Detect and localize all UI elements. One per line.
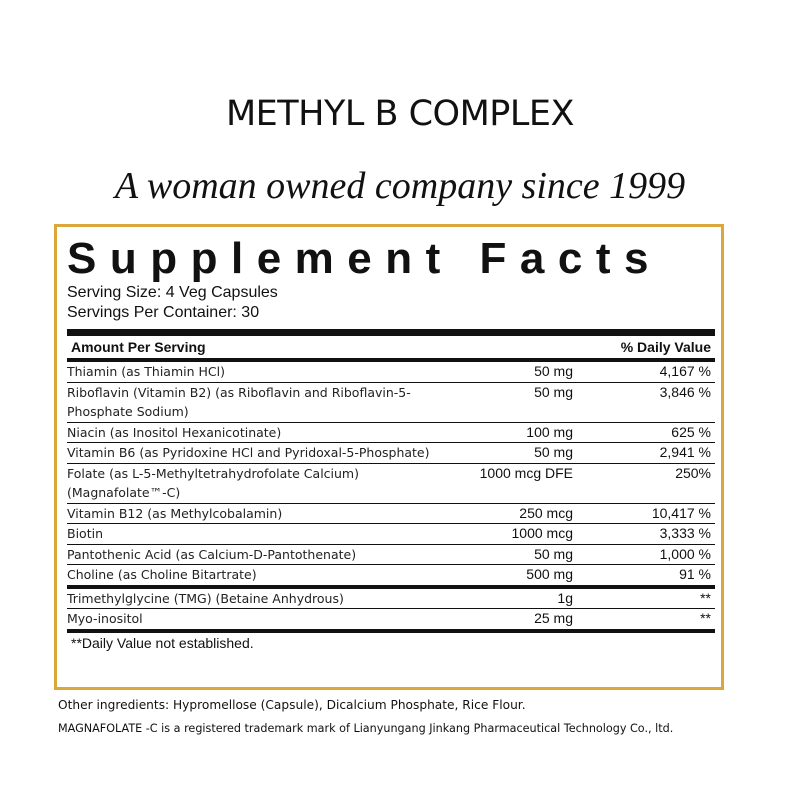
nutrient-amount: 250 mcg	[519, 504, 573, 521]
nutrient-name: Choline (as Choline Bitartrate)	[67, 567, 257, 582]
nutrient-name: Myo-inositol	[67, 611, 143, 626]
nutrient-dv: 3,846 %	[659, 383, 711, 400]
nutrient-name: Trimethylglycine (TMG) (Betaine Anhydrous)	[67, 590, 344, 606]
nutrient-name: Niacin (as Inositol Hexanicotinate)	[67, 424, 282, 440]
nutrient-dv: 91 %	[679, 566, 711, 582]
nutrient-name: Folate (as L-5-Methyltetrahydrofolate Calcium)(Magnafolate™-C)	[67, 465, 359, 500]
nutrient-amount: 1g	[557, 589, 573, 606]
amount-per-serving-label: Amount Per Serving	[71, 339, 206, 355]
table-row	[67, 443, 715, 464]
nutrient-amount: 50 mg	[534, 444, 573, 460]
nutrient-amount: 500 mg	[526, 566, 573, 582]
nutrient-list-no-dv	[67, 589, 715, 629]
nutrient-amount: 25 mg	[534, 610, 573, 626]
nutrient-dv: 3,333 %	[659, 525, 711, 541]
table-row	[67, 464, 715, 504]
tagline: A woman owned company since 1999	[114, 165, 686, 207]
nutrient-name: Thiamin (as Thiamin HCl)	[67, 364, 225, 379]
facts-heading: Supplement Facts	[67, 234, 662, 283]
nutrient-name: Riboflavin (Vitamin B2) (as Riboflavin and Riboflavin-5-Phosphate Sodium)	[67, 384, 411, 419]
nutrient-dv: 2,941 %	[659, 444, 711, 460]
other-ingredients: Other ingredients: Hypromellose (Capsule), Dicalcium Phosphate, Rice Flour.	[58, 698, 526, 712]
nutrient-dv: **	[700, 589, 711, 606]
table-row	[67, 565, 715, 585]
nutrient-dv: 625 %	[671, 423, 711, 440]
table-row	[67, 524, 715, 545]
supplement-facts-panel	[54, 224, 724, 690]
trademark-notice: MAGNAFOLATE -C is a registered trademark mark of Lianyungang Jinkang Pharmaceutical Technology Co., ltd.	[58, 722, 674, 735]
table-row	[67, 589, 715, 610]
table-row	[67, 609, 715, 629]
nutrient-name: Vitamin B12 (as Methylcobalamin)	[67, 505, 283, 521]
nutrient-dv: 10,417 %	[651, 504, 711, 521]
servings-per-container: Servings Per Container: 30	[67, 304, 260, 321]
nutrient-amount: 100 mg	[526, 423, 573, 440]
facts-header-row	[67, 336, 715, 358]
table-row	[67, 504, 715, 525]
nutrient-amount: 1000 mcg	[511, 525, 573, 541]
nutrient-name: Vitamin B6 (as Pyridoxine HCl and Pyridoxal-5-Phosphate)	[67, 445, 430, 460]
table-row	[67, 362, 715, 383]
daily-value-label: % Daily Value	[620, 339, 711, 355]
nutrient-list	[67, 362, 715, 585]
thick-divider	[67, 329, 715, 336]
nutrient-dv: 1,000 %	[659, 545, 711, 562]
nutrient-amount: 50 mg	[534, 383, 573, 400]
nutrient-amount: 1000 mcg DFE	[479, 464, 573, 481]
nutrient-amount: 50 mg	[534, 363, 573, 379]
nutrient-amount: 50 mg	[534, 545, 573, 562]
nutrient-dv: 4,167 %	[659, 363, 711, 379]
table-row	[67, 545, 715, 566]
daily-value-footnote: **Daily Value not established.	[71, 634, 254, 651]
table-row	[67, 383, 715, 423]
table-row	[67, 423, 715, 444]
nutrient-name: Pantothenic Acid (as Calcium-D-Pantothenate)	[67, 546, 357, 562]
serving-size: Serving Size: 4 Veg Capsules	[67, 284, 278, 301]
nutrient-name: Biotin	[67, 526, 103, 541]
nutrient-dv: 250%	[675, 464, 711, 481]
nutrient-dv: **	[700, 610, 711, 626]
product-title: METHYL B COMPLEX	[225, 94, 575, 134]
